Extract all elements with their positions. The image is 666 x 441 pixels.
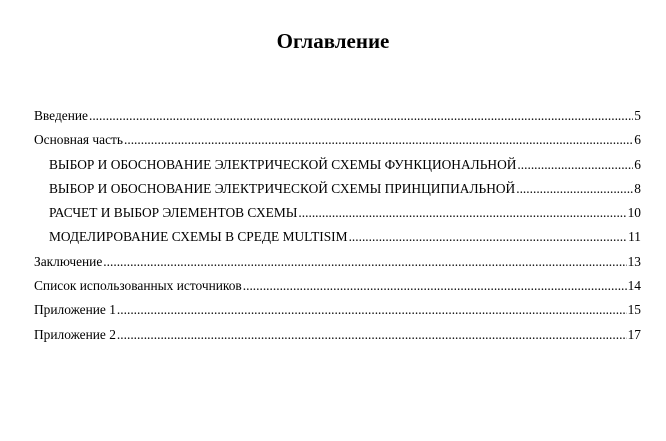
toc-entry-label: Приложение 1: [34, 302, 116, 318]
table-of-contents: [34, 104, 641, 347]
toc-entry-page-number: 14: [627, 278, 641, 294]
toc-entry-label: ВЫБОР И ОБОСНОВАНИЕ ЭЛЕКТРИЧЕСКОЙ СХЕМЫ ФУНКЦИОНАЛЬНОЙ: [49, 156, 517, 172]
toc-entry-page-number: 8: [634, 180, 641, 196]
toc-entry-page-number: 11: [628, 229, 641, 245]
toc-entry-page-number: 10: [627, 205, 641, 221]
dot-leader: [89, 104, 633, 128]
toc-entry-label: Введение: [34, 108, 88, 123]
dot-leader: [298, 201, 626, 225]
toc-entry-multisim-modeling[interactable]: [34, 225, 641, 249]
toc-entry-label: Основная часть: [34, 132, 123, 148]
toc-entry-label: Заключение: [34, 253, 103, 269]
toc-entry-introduction[interactable]: [34, 104, 641, 128]
dot-leader: [349, 225, 628, 249]
toc-entry-label: РАСЧЕТ И ВЫБОР ЭЛЕМЕНТОВ СХЕМЫ: [49, 205, 298, 221]
toc-entry-conclusion[interactable]: [34, 250, 641, 274]
dot-leader: [103, 250, 626, 274]
toc-entry-label: Приложение 2: [34, 326, 116, 342]
toc-entry-page-number: 17: [627, 326, 641, 342]
toc-entry-page-number: 6: [634, 132, 641, 148]
toc-entry-element-calculation[interactable]: [34, 201, 641, 225]
toc-entry-page-number: 13: [627, 253, 641, 269]
dot-leader: [243, 274, 627, 298]
page-title: Оглавление: [276, 29, 390, 53]
toc-entry-page-number: 15: [627, 302, 641, 318]
toc-entry-appendix-2[interactable]: [34, 323, 641, 347]
dot-leader: [117, 298, 627, 322]
toc-entry-appendix-1[interactable]: [34, 298, 641, 322]
toc-entry-page-number: 6: [634, 156, 641, 172]
toc-entry-functional-scheme[interactable]: [34, 153, 641, 177]
toc-entry-page-number: 5: [634, 108, 641, 123]
toc-entry-references[interactable]: [34, 274, 641, 298]
toc-entry-principal-scheme[interactable]: [34, 177, 641, 201]
toc-entry-label: МОДЕЛИРОВАНИЕ СХЕМЫ В СРЕДЕ MULTISIM: [49, 229, 348, 245]
dot-leader: [516, 177, 633, 201]
dot-leader: [517, 153, 633, 177]
toc-entry-label: Список использованных источников: [34, 278, 242, 294]
toc-entry-main-part[interactable]: [34, 128, 641, 152]
toc-entry-label: ВЫБОР И ОБОСНОВАНИЕ ЭЛЕКТРИЧЕСКОЙ СХЕМЫ ПРИНЦИПИАЛЬНОЙ: [49, 180, 516, 196]
dot-leader: [124, 128, 633, 152]
dot-leader: [117, 323, 627, 347]
